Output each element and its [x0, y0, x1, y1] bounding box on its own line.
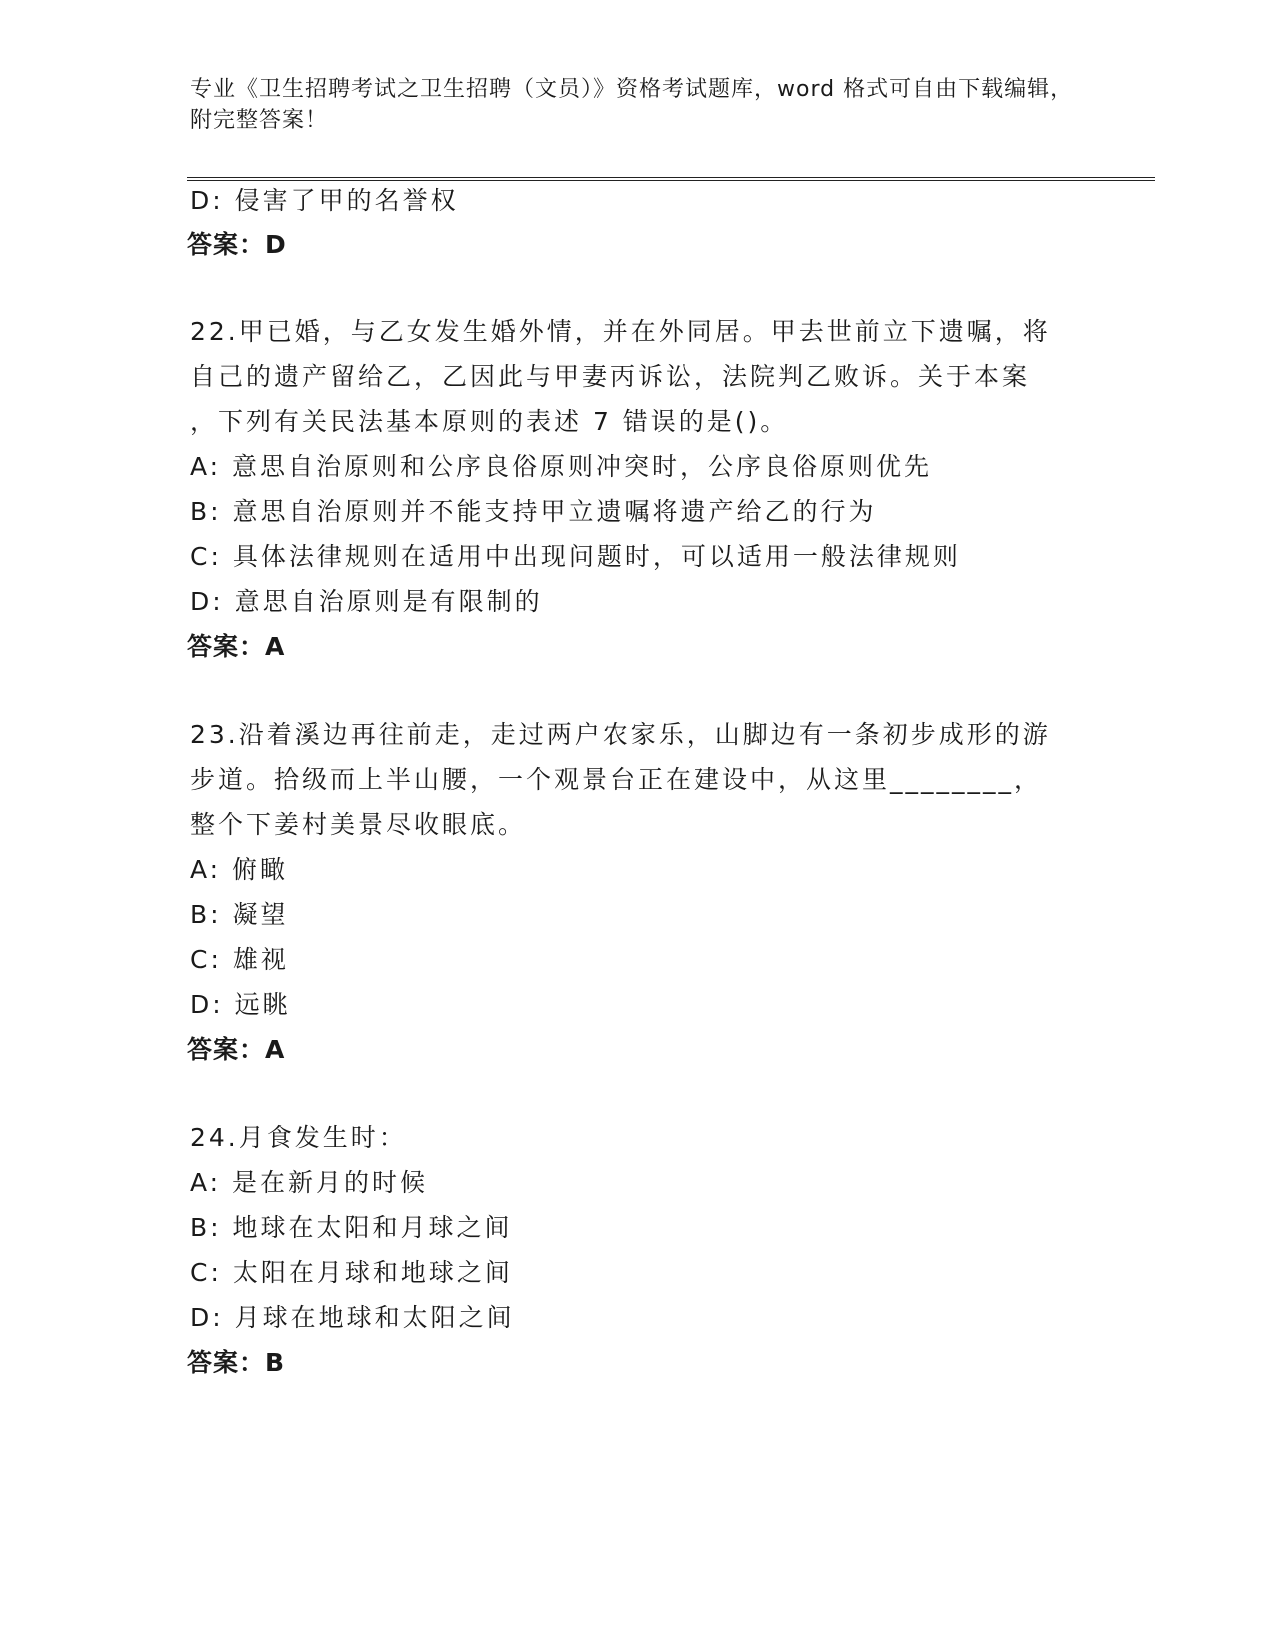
header-divider [187, 177, 1155, 181]
option-d-text: D: 远眺 [190, 990, 291, 1019]
option-c-text: C: 具体法律规则在适用中出现问题时，可以适用一般法律规则 [190, 542, 961, 571]
question-stem-line: 步道。拾级而上半山腰，一个观景台正在建设中，从这里________， [190, 765, 1043, 794]
question-stem-line: ，下列有关民法基本原则的表述 7 错误的是()。 [190, 407, 789, 436]
document-header: 专业《卫生招聘考试之卫生招聘（文员）》资格考试题库，word 格式可自由下载编辑，附完整答案！ [190, 77, 1074, 133]
option-a-text: A: 意思自治原则和公序良俗原则冲突时，公序良俗原则优先 [190, 452, 933, 481]
option-d-text: D: 侵害了甲的名誉权 [190, 186, 459, 215]
option-a-text: A: 俯瞰 [190, 855, 289, 884]
question-stem-line: 22.甲已婚，与乙女发生婚外情，并在外同居。甲去世前立下遗嘱，将 [190, 317, 1051, 346]
option-b-text: B: 意思自治原则并不能支持甲立遗嘱将遗产给乙的行为 [190, 497, 877, 526]
answer-text: 答案：D [187, 230, 287, 259]
option-c-text: C: 太阳在月球和地球之间 [190, 1258, 513, 1287]
answer-text: 答案：B [187, 1348, 286, 1377]
question-stem-line: 24.月食发生时： [190, 1123, 407, 1152]
option-c-text: C: 雄视 [190, 945, 289, 974]
option-a-text: A: 是在新月的时候 [190, 1168, 429, 1197]
option-d-text: D: 意思自治原则是有限制的 [190, 587, 543, 616]
option-d-text: D: 月球在地球和太阳之间 [190, 1303, 515, 1332]
answer-text: 答案：A [187, 632, 286, 661]
question-stem-line: 自己的遗产留给乙，乙因此与甲妻丙诉讼，法院判乙败诉。关于本案 [190, 362, 1031, 391]
option-b-text: B: 凝望 [190, 900, 289, 929]
question-stem-line: 23.沿着溪边再往前走，走过两户农家乐，山脚边有一条初步成形的游 [190, 720, 1051, 749]
option-b-text: B: 地球在太阳和月球之间 [190, 1213, 513, 1242]
answer-text: 答案：A [187, 1035, 286, 1064]
question-stem-line: 整个下姜村美景尽收眼底。 [190, 810, 527, 839]
